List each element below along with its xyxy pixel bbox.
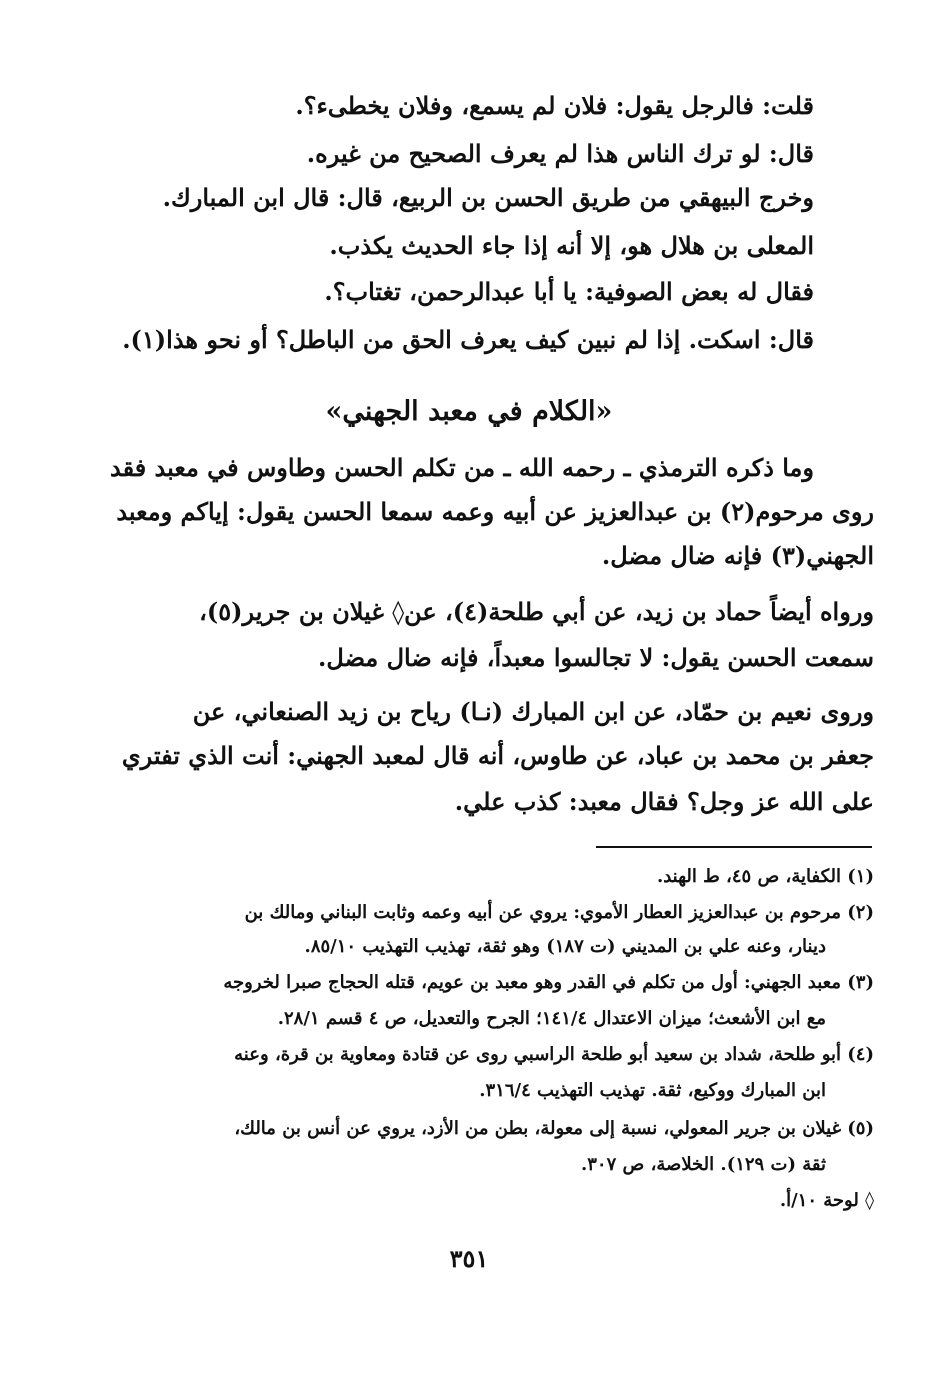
text-line: فقال له بعض الصوفية: يا أبا عبدالرحمن، تغتاب؟. xyxy=(324,277,814,306)
footnote-line: (١) الكفاية، ص ٤٥، ط الهند. xyxy=(656,866,874,887)
paragraph-line: وما ذكره الترمذي ـ رحمه الله ـ من تكلم الحسن وطاوس في معبد فقد xyxy=(109,453,814,482)
footnote-line: (٤) أبو طلحة، شداد بن سعيد أبو طلحة الراسبي روى عن قتادة ومعاوية بن قرة، وعنه xyxy=(234,1044,874,1065)
footnote-line: ◊ لوحة ١٠/أ. xyxy=(779,1190,874,1211)
section-heading: «الكلام في معبد الجهني» xyxy=(325,396,613,427)
paragraph-line: جعفر بن محمد بن عباد، عن طاوس، أنه قال لمعبد الجهني: أنت الذي تفتري xyxy=(121,741,874,770)
paragraph-line: روى مرحوم(٢) بن عبدالعزيز عن أبيه وعمه سمعا الحسن يقول: إياكم ومعبد xyxy=(116,497,874,526)
footnote-line: مع ابن الأشعث؛ ميزان الاعتدال ١٤١/٤؛ الجرح والتعديل، ص ٤ قسم ٢٨/١. xyxy=(277,1008,826,1029)
paragraph-line: على الله عز وجل؟ فقال معبد: كذب علي. xyxy=(454,787,874,816)
footnote-separator xyxy=(596,846,872,848)
text-line: قال: اسكت. إذا لم نبين كيف يعرف الحق من الباطل؟ أو نحو هذا(١). xyxy=(122,325,814,354)
paragraph-line: الجهني(٣) فإنه ضال مضل. xyxy=(601,541,874,570)
text-line: وخرج البيهقي من طريق الحسن بن الربيع، قال: قال ابن المبارك. xyxy=(162,183,814,212)
footnote-line: ثقة (ت ١٢٩). الخلاصة، ص ٣٠٧. xyxy=(580,1154,826,1175)
footnote-line: ابن المبارك ووكيع، ثقة. تهذيب التهذيب ٣١٦/٤. xyxy=(479,1080,826,1101)
footnote-line: (٣) معبد الجهني: أول من تكلم في القدر وهو معبد بن عويم، قتله الحجاج صبرا لخروجه xyxy=(223,972,874,993)
page-number: ٣٥١ xyxy=(449,1244,489,1273)
footnote-line: (٢) مرحوم بن عبدالعزيز العطار الأموي: يروي عن أبيه وعمه وثابت البناني ومالك بن xyxy=(244,902,874,923)
footnote-line: دينار، وعنه علي بن المديني (ت ١٨٧) وهو ثقة، تهذيب التهذيب ٨٥/١٠. xyxy=(304,936,826,957)
paragraph-line: سمعت الحسن يقول: لا تجالسوا معبداً، فإنه ضال مضل. xyxy=(318,643,874,672)
paragraph-line: ورواه أيضاً حماد بن زيد، عن أبي طلحة(٤)، عن◊ غيلان بن جرير(٥)، xyxy=(199,597,874,626)
footnote-line: (٥) غيلان بن جرير المعولي، نسبة إلى معولة، بطن من الأزد، يروي عن أنس بن مالك، xyxy=(234,1118,874,1139)
paragraph-line: وروى نعيم بن حمّاد، عن ابن المبارك (نـا) رياح بن زيد الصنعاني، عن xyxy=(192,697,874,726)
text-line: قال: لو ترك الناس هذا لم يعرف الصحيح من غيره. xyxy=(306,139,814,168)
text-line: قلت: فالرجل يقول: فلان لم يسمع، وفلان يخطىء؟. xyxy=(295,91,814,120)
text-line: المعلى بن هلال هو، إلا أنه إذا جاء الحديث يكذب. xyxy=(329,231,814,260)
